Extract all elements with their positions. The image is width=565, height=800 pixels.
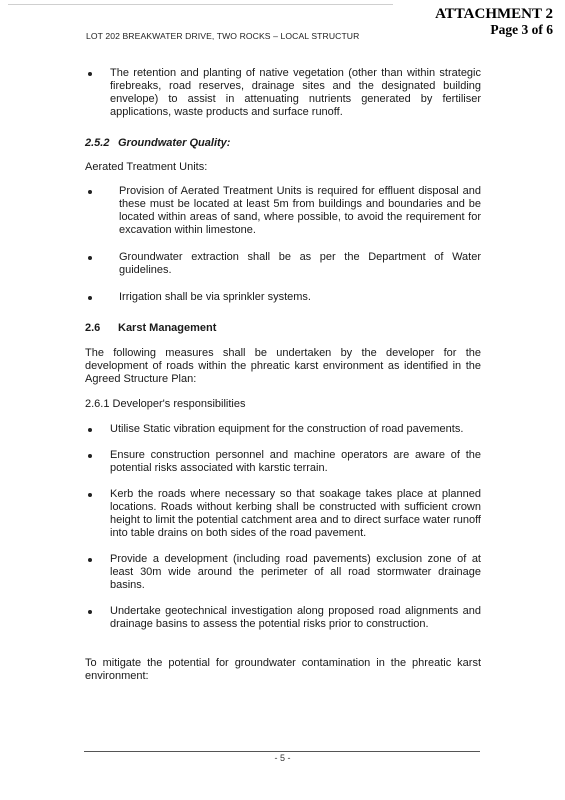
bullet-text: Ensure construction personnel and machine operators are aware of the potential risks associated with karstic terrain.: [110, 449, 481, 474]
document-body: [85, 67, 481, 683]
bullet-icon: [85, 251, 119, 264]
section-number: 2.6: [85, 322, 101, 334]
list-item: [85, 488, 481, 540]
bullet-icon: [85, 605, 110, 618]
bullet-icon: [85, 291, 119, 304]
bullet-text: Irrigation shall be via sprinkler systems.: [119, 291, 311, 303]
bullet-text: Groundwater extraction shall be as per the Department of Water guidelines.: [119, 251, 481, 276]
section-number: 2.5.2: [85, 137, 110, 149]
list-item: [85, 67, 481, 119]
document-header: LOT 202 BREAKWATER DRIVE, TWO ROCKS – LOCAL STRUCTUR: [86, 31, 360, 41]
section-title: Groundwater Quality:: [118, 137, 231, 149]
attachment-stamp: [435, 6, 553, 38]
bullet-text: Provide a development (including road pavements) exclusion zone of at least 30m wide around the perimeter of all road stormwater drainage basins.: [110, 553, 481, 591]
bullet-icon: [85, 67, 110, 80]
closing-paragraph: To mitigate the potential for groundwater contamination in the phreatic karst environment:: [85, 657, 481, 682]
bullet-icon: [85, 488, 110, 501]
list-item: [85, 251, 481, 277]
page-number: - 5 -: [274, 753, 291, 763]
bullet-icon: [85, 449, 110, 462]
list-item: [85, 185, 481, 237]
bullet-icon: [85, 423, 110, 436]
section-intro: The following measures shall be undertaken by the developer for the development of roads within the phreatic karst environment as identified in the Agreed Structure Plan:: [85, 347, 481, 385]
list-item: [85, 423, 481, 436]
section-heading-2-6: [85, 322, 481, 335]
bullet-text: Utilise Static vibration equipment for the construction of road pavements.: [110, 423, 464, 435]
subheading: Aerated Treatment Units:: [85, 161, 208, 173]
bullet-text: Provision of Aerated Treatment Units is required for effluent disposal and these must be located at least 5m from buildings and boundaries and be located within areas of sand, where possible, to avoid the requirement for excavation within limestone.: [119, 185, 481, 236]
list-item: [85, 449, 481, 475]
page-of-label: Page 3 of 6: [490, 22, 553, 37]
bullet-text: Undertake geotechnical investigation along proposed road alignments and drainage basins to assess the potential risks prior to construction.: [110, 605, 481, 630]
bullet-text: Kerb the roads where necessary so that soakage takes place at planned locations. Roads without kerbing shall be constructed with sufficient crown height to limit the potential catchment area and to direct surface water runoff into table drains on both sides of the road pavement.: [110, 488, 481, 539]
bullet-icon: [85, 553, 110, 566]
top-rule: [8, 4, 393, 5]
list-item: [85, 605, 481, 631]
bullet-icon: [85, 185, 119, 198]
list-item: [85, 291, 481, 304]
section-title: Karst Management: [118, 322, 217, 334]
subheading: 2.6.1 Developer's responsibilities: [85, 398, 246, 410]
list-item: [85, 553, 481, 592]
footer-rule: [84, 751, 480, 752]
bullet-text: The retention and planting of native vegetation (other than within strategic firebreaks, road reserves, drainage sites and the designated building envelope) to assist in attenuating nutrients generated by fertiliser applications, waste products and surface runoff.: [110, 67, 481, 118]
attachment-label: ATTACHMENT 2: [435, 6, 553, 22]
section-heading-2-5-2: [85, 137, 481, 150]
